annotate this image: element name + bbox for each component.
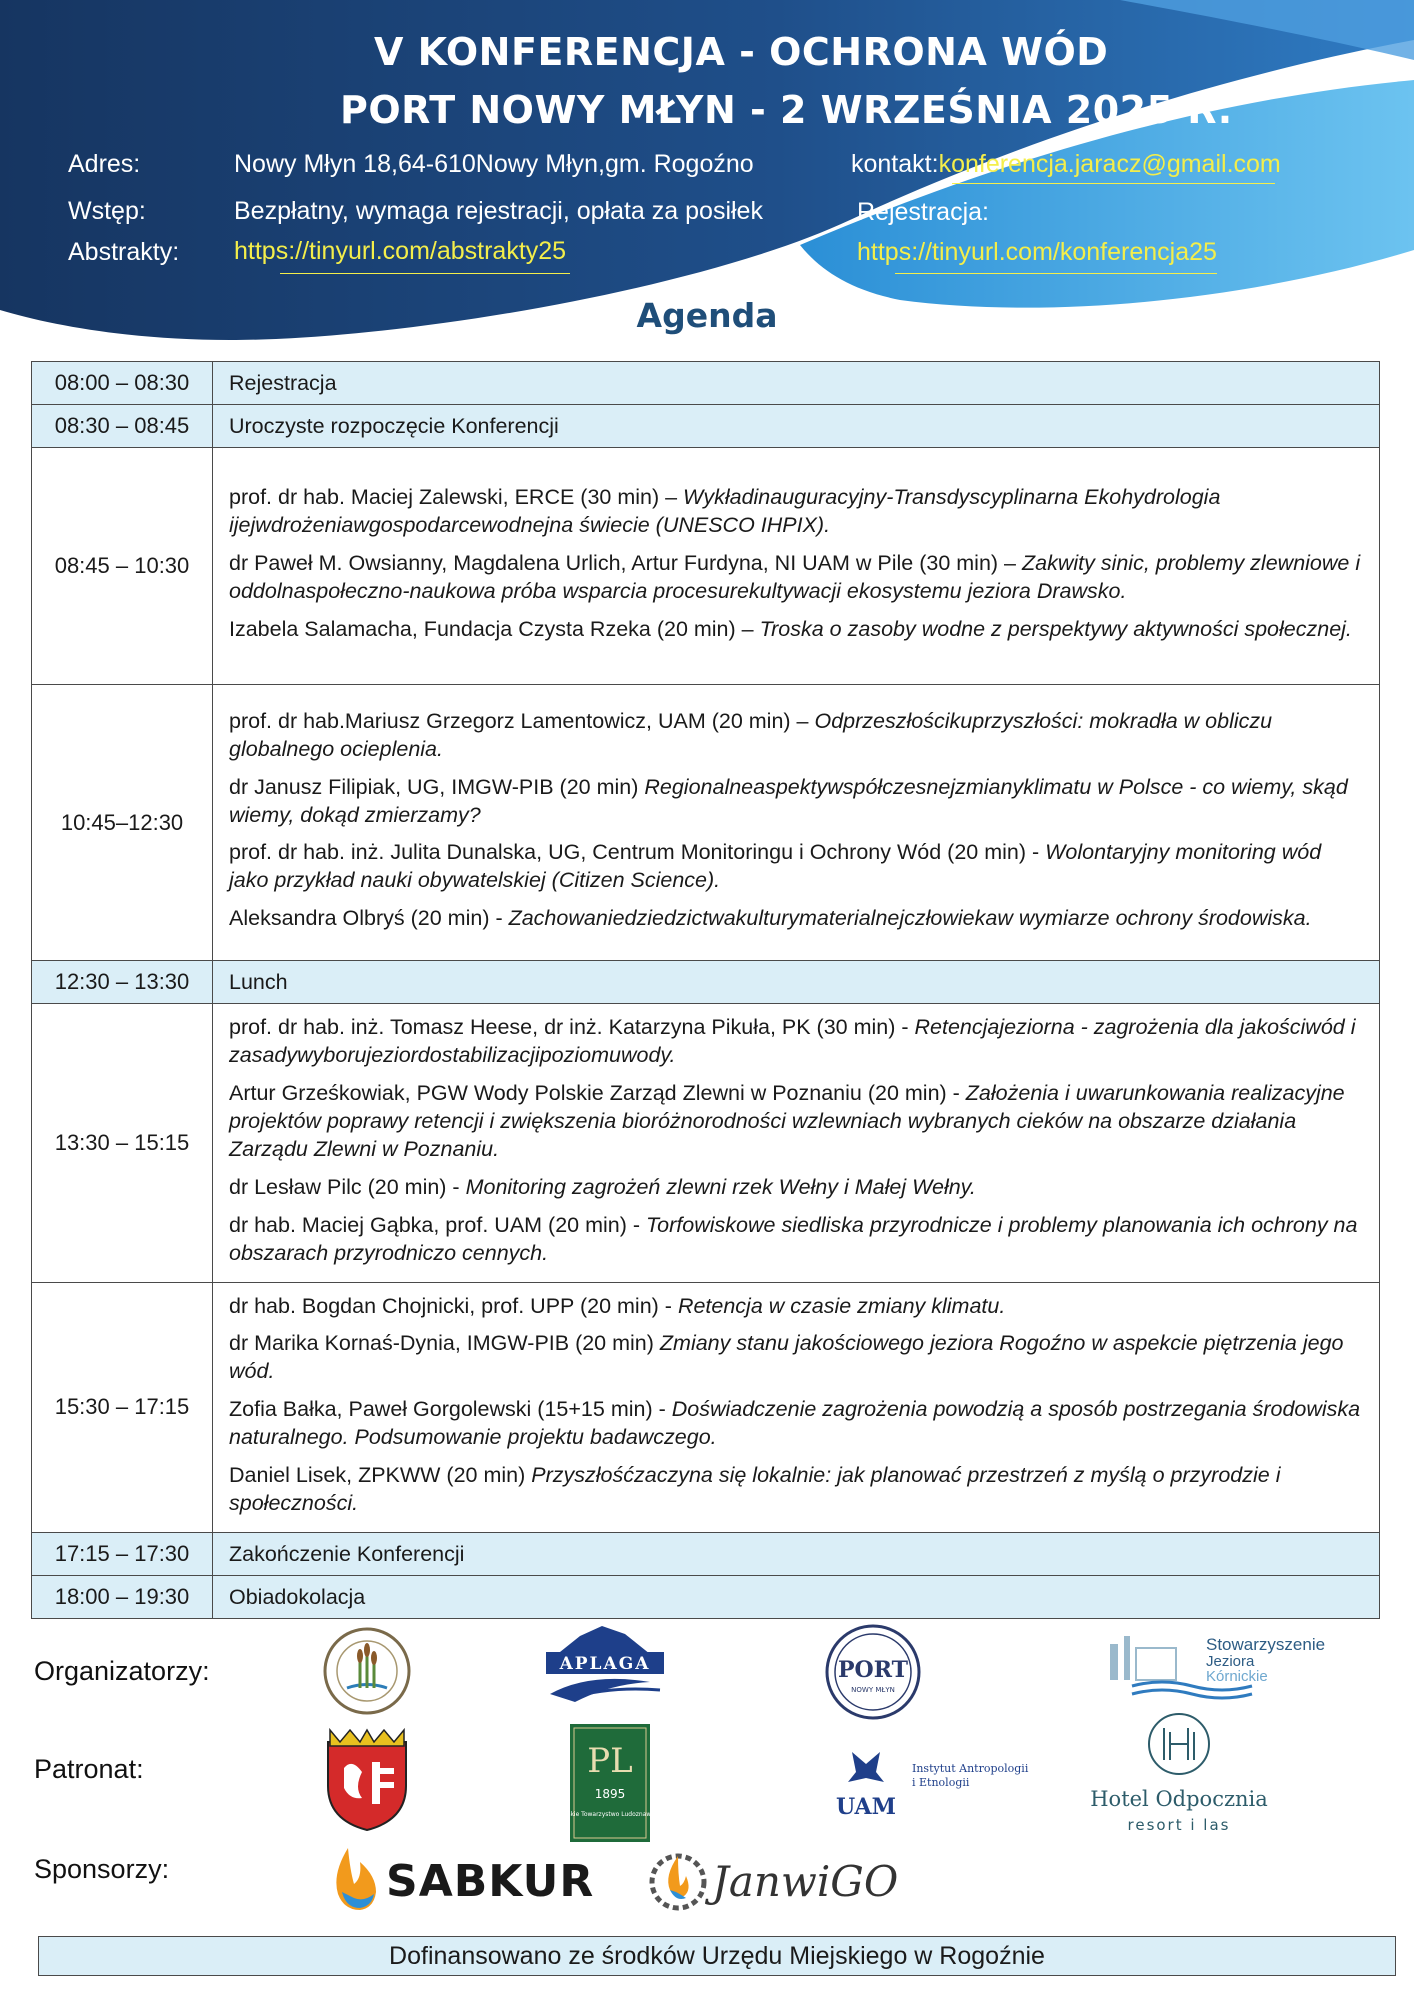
speaker-info: prof. dr hab.Mariusz Grzegorz Lamentowicz, UAM (20 min) – xyxy=(229,708,815,733)
talk-title: Torfowiskowe siedliska przyrodnicze i problemy planowania ich ochrony na obszarach przyrodniczo cennych. xyxy=(229,1212,1358,1265)
skj-line-1: Stowarzyszenie xyxy=(1206,1635,1326,1654)
sabkur-text: SABKUR xyxy=(386,1856,595,1907)
agenda-time: 17:15 – 17:30 xyxy=(32,1533,213,1576)
talk-title: Regionalneaspektywspółczesnejzmianyklimatu w Polsce - co wiemy, skąd wiemy, dokąd zmierzamy? xyxy=(229,774,1348,827)
agenda-entry xyxy=(229,1330,1363,1386)
speaker-info: prof. dr hab. inż. Julita Dunalska, UG, Centrum Monitoringu i Ochrony Wód (20 min) - xyxy=(229,840,1046,865)
port-logo-subtext: NOWY MŁYN xyxy=(851,1686,895,1694)
ptl-logo xyxy=(558,1724,662,1842)
agenda-row xyxy=(32,961,1380,1004)
agenda-row xyxy=(32,362,1380,405)
agenda-content xyxy=(213,1282,1380,1533)
talk-title: Wykładinauguracyjny-Transdyscyplinarna Ekohydrologia ijejwdrożeniawgospodarcewodnejna świecie (UNESCO IHPIX). xyxy=(229,485,1221,538)
agenda-content xyxy=(213,448,1380,685)
agenda-entry xyxy=(229,1396,1363,1452)
agenda-content xyxy=(213,405,1380,448)
uam-short: UAM xyxy=(836,1794,896,1820)
speaker-info: Uroczyste rozpoczęcie Konferencji xyxy=(229,413,559,438)
agenda-row xyxy=(32,448,1380,685)
speaker-info: Obiadokolacja xyxy=(229,1584,366,1609)
abstracts-underline xyxy=(280,273,570,274)
port-logo-text: PORT xyxy=(838,1657,908,1683)
registration-underline xyxy=(895,273,1217,274)
speaker-info: dr Paweł M. Owsianny, Magdalena Urlich, Artur Furdyna, NI UAM w Pile (30 min) – xyxy=(229,551,1022,576)
abstracts-label: Abstrakty: xyxy=(68,238,180,266)
address-label: Adres: xyxy=(68,150,141,178)
speaker-info: Rejestracja xyxy=(229,370,337,395)
agenda-time: 18:00 – 19:30 xyxy=(32,1576,213,1619)
agenda-entry xyxy=(229,905,1363,933)
abstracts-link[interactable]: https://tinyurl.com/abstrakty25 xyxy=(234,237,567,265)
speaker-info: dr hab. Bogdan Chojnicki, prof. UPP (20 min) - xyxy=(229,1293,678,1318)
agenda-entry xyxy=(229,1462,1363,1518)
entry-value: Bezpłatny, wymaga rejestracji, opłata za posiłek xyxy=(234,197,763,225)
funding-footer: Dofinansowano ze środków Urzędu Miejskiego w Rogoźnie xyxy=(38,1936,1396,1976)
talk-title: Założenia i uwarunkowania realizacyjne projektów poprawy retencji i zwiększenia bioróżnorodności wzlewniach wybranych cieków na obszarze działania Zarządu Zlewni w Poznaniu. xyxy=(229,1080,1345,1161)
agenda-entry xyxy=(229,708,1363,764)
contact-line xyxy=(851,150,1281,179)
agenda-row xyxy=(32,1576,1380,1619)
uam-inst-line-2: i Etnologii xyxy=(912,1776,970,1789)
talk-title: Monitoring zagrożeń zlewni rzek Wełny i Małej Wełny. xyxy=(465,1174,976,1199)
speaker-info: dr Marika Kornaś-Dynia, IMGW-PIB (20 min) xyxy=(229,1331,660,1356)
agenda-row xyxy=(32,1004,1380,1283)
sponsors-label: Sponsorzy: xyxy=(34,1854,170,1884)
talk-title: Przyszłośćzaczyna się lokalnie: jak planować przestrzeń z myślą o przyrodzie i społeczności. xyxy=(229,1463,1281,1516)
speaker-info: Aleksandra Olbryś (20 min) - xyxy=(229,906,509,931)
agenda-content xyxy=(213,1533,1380,1576)
organizers-label: Organizatorzy: xyxy=(34,1656,210,1686)
uam-inst-line-1: Instytut Antropologii xyxy=(912,1762,1029,1775)
agenda-row xyxy=(32,685,1380,961)
agenda-entry xyxy=(229,1585,1363,1610)
speaker-info: Daniel Lisek, ZPKWW (20 min) xyxy=(229,1463,532,1488)
agenda-heading: Agenda xyxy=(636,296,778,335)
ptl-logo-mark: PL xyxy=(587,1741,633,1781)
agenda-entry xyxy=(229,1080,1363,1164)
contact-underline xyxy=(952,183,1275,184)
speaker-info: Izabela Salamacha, Fundacja Czysta Rzeka (20 min) – xyxy=(229,616,760,641)
agenda-time: 15:30 – 17:15 xyxy=(32,1282,213,1533)
speaker-info: Zofia Bałka, Paweł Gorgolewski (15+15 min) - xyxy=(229,1397,672,1422)
title-line-2: PORT NOWY MŁYN - 2 WRZEŚNIA 2025 R. xyxy=(340,88,1233,132)
rogozno-coat-of-arms xyxy=(322,1728,412,1832)
talk-title: Wolontaryjny monitoring wód jako przykład nauki obywatelskiej (Citizen Science). xyxy=(229,840,1322,893)
registration-link[interactable]: https://tinyurl.com/konferencja25 xyxy=(857,238,1217,266)
entry-label: Wstęp: xyxy=(68,197,146,225)
talk-title: Zakwity sinic, problemy zlewniowe i oddolnaspołeczno-naukowa próba wsparcia procesurekultywacji ekosystemu jeziora Drawsko. xyxy=(229,551,1361,603)
ptl-name: Polskie Towarzystwo Ludoznawcze xyxy=(558,1811,662,1818)
talk-title: Zmiany stanu jakościowego jeziora Rogoźno w aspekcie piętrzenia jego wód. xyxy=(229,1331,1344,1384)
hotel-odpocznia-logo xyxy=(1090,1710,1268,1840)
janwigo-logo xyxy=(640,1842,940,1916)
sabkur-logo xyxy=(326,1842,626,1916)
agenda-content xyxy=(213,685,1380,961)
aplaga-logo xyxy=(540,1624,670,1706)
port-nowy-mlyn-logo xyxy=(823,1622,923,1722)
speaker-info: dr hab. Maciej Gąbka, prof. UAM (20 min) - xyxy=(229,1212,647,1237)
agenda-time: 12:30 – 13:30 xyxy=(32,961,213,1004)
agenda-entry xyxy=(229,616,1363,644)
agenda-entry xyxy=(229,1542,1363,1567)
agenda-row xyxy=(32,405,1380,448)
hotel-line-1: Hotel Odpocznia xyxy=(1090,1787,1268,1811)
agenda-row xyxy=(32,1533,1380,1576)
agenda-time: 10:45–12:30 xyxy=(32,685,213,961)
agenda-entry xyxy=(229,774,1363,830)
agenda-entry xyxy=(229,1293,1363,1321)
skj-line-2: Jeziora xyxy=(1206,1653,1255,1670)
agenda-content xyxy=(213,961,1380,1004)
uam-institute-logo xyxy=(834,1742,1074,1822)
address-value: Nowy Młyn 18,64-610Nowy Młyn,gm. Rogoźno xyxy=(234,150,754,178)
patron-label: Patronat: xyxy=(34,1754,144,1784)
agenda-time: 13:30 – 15:15 xyxy=(32,1004,213,1283)
agenda-row xyxy=(32,1282,1380,1533)
janwigo-text: JanwiGO xyxy=(712,1857,899,1906)
agenda-entry xyxy=(229,1014,1363,1070)
title-line-1: V KONFERENCJA - OCHRONA WÓD xyxy=(374,30,1109,74)
contact-label: kontakt: xyxy=(851,150,939,178)
aplaga-logo-text: APLAGA xyxy=(559,1654,651,1674)
agenda-entry xyxy=(229,970,1363,995)
agenda-table xyxy=(31,361,1380,1619)
contact-email-link[interactable]: konferencja.jaracz@gmail.com xyxy=(938,150,1281,178)
agenda-entry xyxy=(229,484,1363,540)
talk-title: Retencja w czasie zmiany klimatu. xyxy=(677,1293,1006,1318)
agenda-entry xyxy=(229,414,1363,439)
speaker-info: Zakończenie Konferencji xyxy=(229,1541,465,1566)
speaker-info: Lunch xyxy=(229,969,288,994)
hotel-line-2: resort i las xyxy=(1127,1816,1231,1834)
talk-title: Doświadczenie zagrożenia powodzią a sposób postrzegania środowiska naturalnego. Podsumowanie projektu badawczego. xyxy=(229,1397,1361,1450)
skj-line-3: Kórnickie xyxy=(1206,1668,1268,1685)
agenda-entry xyxy=(229,371,1363,396)
agenda-entry xyxy=(229,1212,1363,1268)
agenda-time: 08:45 – 10:30 xyxy=(32,448,213,685)
agenda-content xyxy=(213,1576,1380,1619)
agenda-entry xyxy=(229,1174,1363,1202)
lake-society-logo xyxy=(322,1626,412,1716)
speaker-info: dr Lesław Pilc (20 min) - xyxy=(229,1174,466,1199)
agenda-entry xyxy=(229,839,1363,895)
agenda-entry xyxy=(229,550,1363,606)
speaker-info: dr Janusz Filipiak, UG, IMGW-PIB (20 min) xyxy=(229,774,645,799)
registration-label: Rejestracja: xyxy=(857,198,989,226)
talk-title: Zachowaniedziedzictwakulturymaterialnejczłowiekaw wymiarze ochrony środowiska. xyxy=(508,906,1312,931)
talk-title: Troska o zasoby wodne z perspektywy aktywności społecznej. xyxy=(759,616,1352,641)
ptl-year: 1895 xyxy=(594,1787,626,1801)
agenda-content xyxy=(213,1004,1380,1283)
talk-title: Odprzeszłościkuprzyszłości: mokradła w obliczu globalnego ocieplenia. xyxy=(229,708,1273,761)
speaker-info: prof. dr hab. inż. Tomasz Heese, dr inż. Katarzyna Pikuła, PK (30 min) - xyxy=(229,1015,915,1039)
talk-title: Retencjajeziorna - zagrożenia dla jakościwód i zasadywyborujeziordostabilizacjipoziomuwody. xyxy=(229,1015,1356,1067)
agenda-time: 08:30 – 08:45 xyxy=(32,405,213,448)
agenda-time: 08:00 – 08:30 xyxy=(32,362,213,405)
lake-kornik-society-logo xyxy=(1102,1628,1347,1708)
speaker-info: prof. dr hab. Maciej Zalewski, ERCE (30 min) – xyxy=(229,485,684,510)
speaker-info: Artur Grześkowiak, PGW Wody Polskie Zarząd Zlewni w Poznaniu (20 min) - xyxy=(229,1080,966,1105)
agenda-content xyxy=(213,362,1380,405)
